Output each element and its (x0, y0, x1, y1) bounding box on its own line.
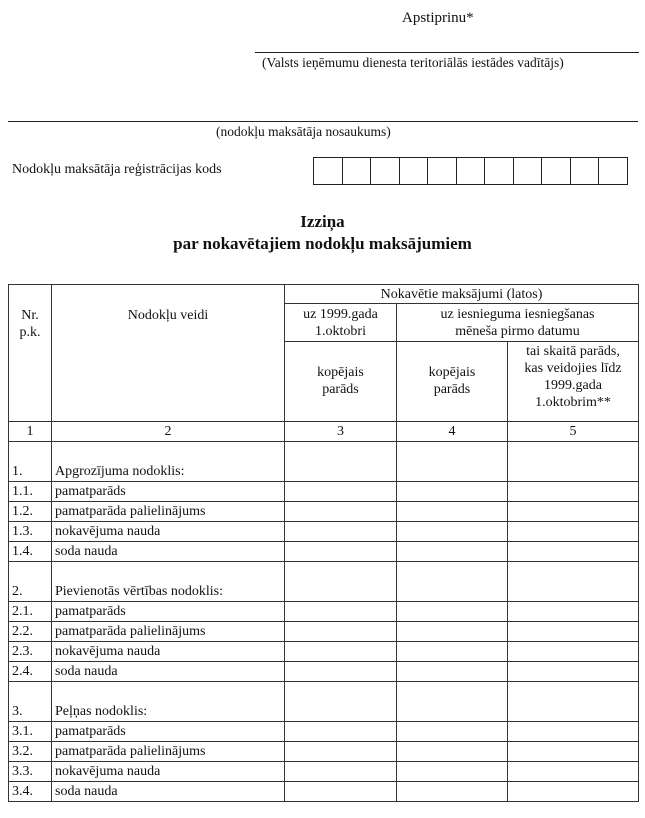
empty-cell[interactable] (285, 682, 397, 703)
row-number: 2.2. (9, 622, 52, 642)
taxpayer-name-line (8, 121, 638, 122)
row-number: 2.3. (9, 642, 52, 662)
col-number: 5 (508, 422, 639, 442)
approve-label: Apstiprinu* (402, 10, 474, 26)
empty-cell[interactable] (285, 562, 397, 583)
table-row (9, 762, 639, 782)
table-row (9, 522, 639, 542)
empty-cell (52, 442, 285, 463)
empty-cell[interactable] (508, 562, 639, 583)
header-overdue: Nokavētie maksājumi (latos) (285, 285, 639, 304)
header-total-debt-1: kopējais parāds (285, 342, 397, 422)
amount-cell[interactable] (285, 482, 397, 502)
amount-cell[interactable] (508, 602, 639, 622)
table-row (9, 602, 639, 622)
reg-code-digit[interactable] (342, 157, 372, 185)
amount-cell[interactable] (508, 662, 639, 682)
col-number: 2 (52, 422, 285, 442)
reg-code-label: Nodokļu maksātāja reģistrācijas kods (12, 162, 222, 177)
row-name: pamatparāda palielinājums (52, 742, 285, 762)
amount-cell[interactable] (397, 722, 508, 742)
amount-cell[interactable] (285, 662, 397, 682)
reg-code-digit[interactable] (399, 157, 429, 185)
table-row (9, 482, 639, 502)
amount-cell[interactable] (397, 742, 508, 762)
group-spacer-row (9, 682, 639, 703)
amount-cell[interactable] (508, 482, 639, 502)
table-row (9, 542, 639, 562)
row-number: 3.1. (9, 722, 52, 742)
header-tax-type: Nodokļu veidi (52, 285, 285, 422)
group-name: Apgrozījuma nodoklis: (52, 462, 285, 482)
group-row (9, 582, 639, 602)
group-number: 1. (9, 462, 52, 482)
reg-code-digit[interactable] (598, 157, 628, 185)
amount-cell[interactable] (397, 622, 508, 642)
amount-cell[interactable] (508, 582, 639, 602)
group-spacer-row (9, 442, 639, 463)
row-name: nokavējuma nauda (52, 762, 285, 782)
empty-cell (9, 562, 52, 583)
row-name: pamatparāds (52, 482, 285, 502)
row-name: pamatparāda palielinājums (52, 502, 285, 522)
group-spacer-row (9, 562, 639, 583)
table-row (9, 722, 639, 742)
header-total-debt-2: kopējais parāds (397, 342, 508, 422)
amount-cell[interactable] (285, 702, 397, 722)
document-title: Izziņa (300, 212, 345, 231)
amount-cell[interactable] (508, 782, 639, 802)
header-incl-debt: tai skaitā parāds, kas veidojies līdz 1999.gada 1.oktobrim** (508, 342, 639, 422)
row-number: 2.1. (9, 602, 52, 622)
reg-code-digit[interactable] (370, 157, 400, 185)
empty-cell[interactable] (397, 442, 508, 463)
col-number: 1 (9, 422, 52, 442)
row-name: pamatparāda palielinājums (52, 622, 285, 642)
reg-code-digit[interactable] (570, 157, 600, 185)
amount-cell[interactable] (285, 582, 397, 602)
header-1999: uz 1999.gada 1.oktobri (285, 304, 397, 342)
amount-cell[interactable] (508, 502, 639, 522)
amount-cell[interactable] (397, 542, 508, 562)
overdue-payments-table (8, 284, 639, 802)
reg-code-digit[interactable] (484, 157, 514, 185)
amount-cell[interactable] (397, 642, 508, 662)
authority-signature-line (255, 52, 639, 53)
amount-cell[interactable] (285, 762, 397, 782)
reg-code-digit[interactable] (456, 157, 486, 185)
amount-cell[interactable] (285, 722, 397, 742)
amount-cell[interactable] (508, 522, 639, 542)
group-name: Pievienotās vērtības nodoklis: (52, 582, 285, 602)
row-name: nokavējuma nauda (52, 642, 285, 662)
amount-cell[interactable] (285, 522, 397, 542)
amount-cell[interactable] (508, 622, 639, 642)
amount-cell[interactable] (397, 782, 508, 802)
empty-cell[interactable] (397, 562, 508, 583)
amount-cell[interactable] (285, 542, 397, 562)
group-number: 2. (9, 582, 52, 602)
group-number: 3. (9, 702, 52, 722)
reg-code-boxes[interactable] (314, 157, 628, 185)
document-subtitle: par nokavētajiem nodokļu maksājumiem (173, 234, 472, 253)
amount-cell[interactable] (508, 702, 639, 722)
authority-caption: (Valsts ieņēmumu dienesta teritoriālās iestādes vadītājs) (262, 55, 564, 70)
amount-cell[interactable] (508, 462, 639, 482)
row-name: soda nauda (52, 662, 285, 682)
amount-cell[interactable] (397, 482, 508, 502)
header-submission: uz iesnieguma iesniegšanas mēneša pirmo datumu (397, 304, 639, 342)
row-number: 1.2. (9, 502, 52, 522)
row-number: 1.4. (9, 542, 52, 562)
amount-cell[interactable] (397, 502, 508, 522)
empty-cell[interactable] (508, 682, 639, 703)
table-row (9, 742, 639, 762)
amount-cell[interactable] (397, 702, 508, 722)
amount-cell[interactable] (508, 722, 639, 742)
header-nr: Nr. p.k. (9, 285, 52, 422)
row-name: soda nauda (52, 782, 285, 802)
amount-cell[interactable] (508, 762, 639, 782)
amount-cell[interactable] (508, 742, 639, 762)
table-row (9, 622, 639, 642)
amount-cell[interactable] (397, 602, 508, 622)
group-row (9, 702, 639, 722)
row-number: 3.2. (9, 742, 52, 762)
reg-code-digit[interactable] (541, 157, 571, 185)
row-number: 1.3. (9, 522, 52, 542)
empty-cell (9, 442, 52, 463)
empty-cell[interactable] (397, 682, 508, 703)
amount-cell[interactable] (285, 502, 397, 522)
group-name: Peļņas nodoklis: (52, 702, 285, 722)
reg-code-digit[interactable] (427, 157, 457, 185)
row-name: pamatparāds (52, 722, 285, 742)
table-row (9, 502, 639, 522)
col-number: 3 (285, 422, 397, 442)
amount-cell[interactable] (397, 522, 508, 542)
row-number: 2.4. (9, 662, 52, 682)
amount-cell[interactable] (508, 542, 639, 562)
amount-cell[interactable] (285, 742, 397, 762)
row-name: nokavējuma nauda (52, 522, 285, 542)
amount-cell[interactable] (508, 642, 639, 662)
table-row (9, 662, 639, 682)
group-row (9, 462, 639, 482)
empty-cell[interactable] (285, 442, 397, 463)
taxpayer-name-caption: (nodokļu maksātāja nosaukums) (216, 124, 391, 139)
amount-cell[interactable] (397, 762, 508, 782)
row-name: soda nauda (52, 542, 285, 562)
amount-cell[interactable] (285, 782, 397, 802)
amount-cell[interactable] (397, 582, 508, 602)
empty-cell (52, 562, 285, 583)
row-name: pamatparāds (52, 602, 285, 622)
empty-cell (9, 682, 52, 703)
amount-cell[interactable] (397, 662, 508, 682)
amount-cell[interactable] (285, 462, 397, 482)
col-number: 4 (397, 422, 508, 442)
row-number: 3.4. (9, 782, 52, 802)
table-row (9, 642, 639, 662)
reg-code-digit[interactable] (513, 157, 543, 185)
reg-code-digit[interactable] (313, 157, 343, 185)
amount-cell[interactable] (285, 642, 397, 662)
row-number: 3.3. (9, 762, 52, 782)
empty-cell (52, 682, 285, 703)
row-number: 1.1. (9, 482, 52, 502)
amount-cell[interactable] (285, 622, 397, 642)
amount-cell[interactable] (397, 462, 508, 482)
empty-cell[interactable] (508, 442, 639, 463)
amount-cell[interactable] (285, 602, 397, 622)
table-row (9, 782, 639, 802)
